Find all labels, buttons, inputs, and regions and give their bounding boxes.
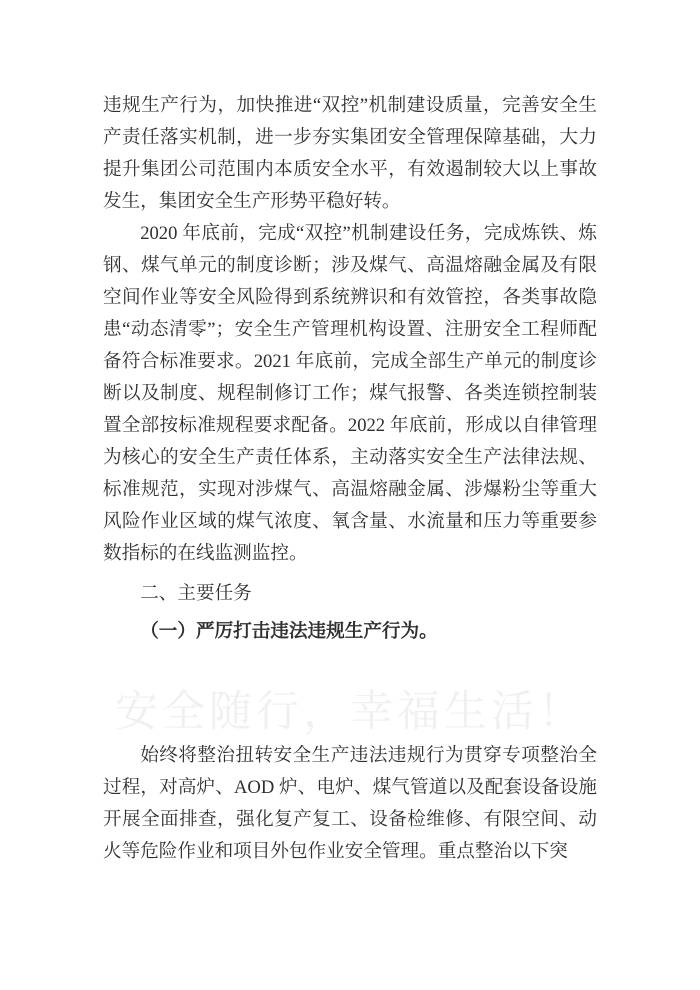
subsection-heading-crackdown: （一）严厉打击违法违规生产行为。 <box>140 621 438 642</box>
document-content <box>103 90 597 868</box>
paragraph-rectification: 始终将整治扭转安全生产违法违规行为贯穿专项整治全过程，对高炉、AOD 炉、电炉、煤气管道以及配套设备设施开展全面排查，强化复产复工、设备检维修、有限空间、动火等危险作业和项目外包作业安全管理。重点整治以下突 <box>103 745 597 862</box>
paragraph-continuation: 违规生产行为，加快推进“双控”机制建设质量，完善安全生产责任落实机制，进一步夯实集团安全管理保障基础，大力提升集团公司范围内本质安全水平，有效遏制较大以上事故发生，集团安全生产形势平稳好转。 <box>103 95 597 212</box>
section-heading-main-tasks: 二、主要任务 <box>140 583 252 604</box>
watermark-text: 安全随行，幸福生活！ <box>115 689 585 736</box>
paragraph-goals-timeline: 2020 年底前，完成“双控”机制建设任务，完成炼铁、炼钢、煤气单元的制度诊断；涉及煤气、高温熔融金属及有限空间作业等安全风险得到系统辨识和有效管控，各类事故隐患“动态清零”；安全生产管理机构设置、注册安全工程师配备符合标准要求。2021 年底前，完成全部生产单元的制度诊断以及制度、规程制修订工作；煤气报警、各类连锁控制装置全部按标准规程要求配备。2022 年底前，形成以自律管理为核心的安全生产责任体系，主动落实安全生产法律法规、标准规范，实现对涉煤气、高温熔融金属、涉爆粉尘等重大风险作业区域的煤气浓度、氧含量、水流量和压力等重要参数指标的在线监测监控。 <box>103 223 597 564</box>
